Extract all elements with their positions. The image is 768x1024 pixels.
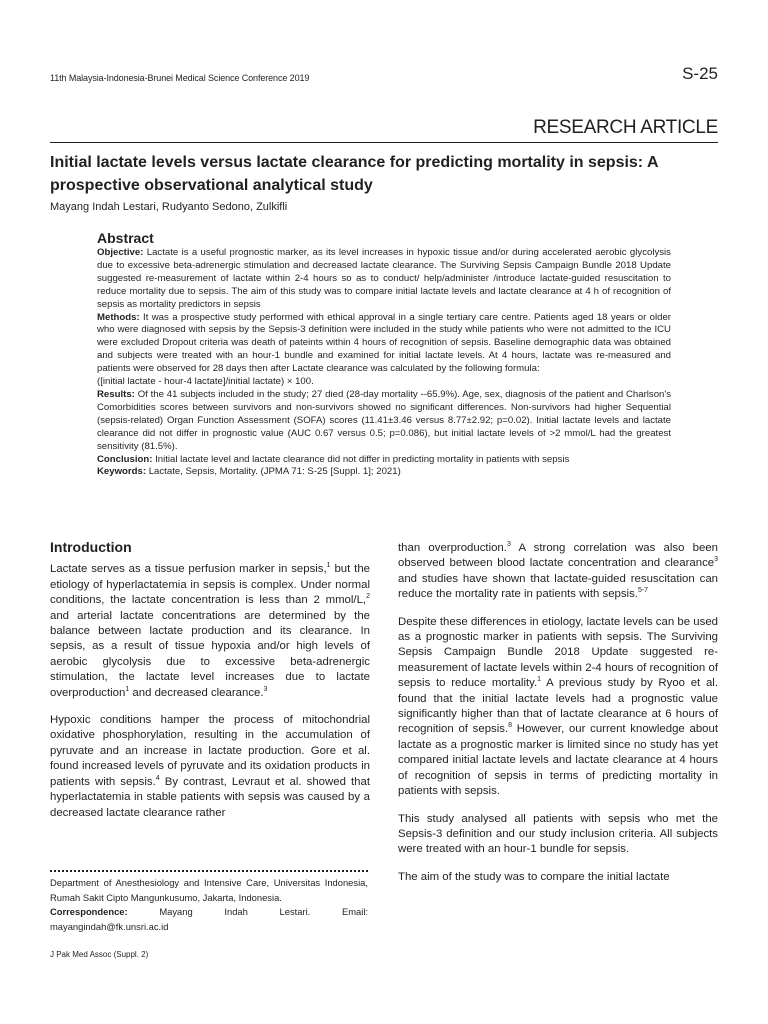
intro-paragraph-4: Despite these differences in etiology, lactate levels can be used as a prognostic marker in patients with sepsis. The Surviving Sepsis Campaign Bundle 2018 Update suggested re-measurement of lactate levels within 2-4 hours of recognition of sepsis to reduce mortality.$^1$ A previous study by Ryoo et al. found that the initial lactate levels had a prognostic value significantly higher than that of lactate clearance at 6 hours of recognition of sepsis.$^8$ However, our current knowledge about lactate as a prognostic marker is limited since no study has yet compared initial lactate levels and lactate clearance at 4 hours of recognition of sepsis in terms of predicting mortality in patients with sepsis. <box>398 615 718 798</box>
journal-footer: J Pak Med Assoc (Suppl. 2) <box>50 950 149 959</box>
right-column <box>398 541 718 897</box>
abstract-results <box>97 389 671 454</box>
results-label: Results: <box>97 388 135 400</box>
correspondence-text: Mayang Indah Lestari. Email: mayangindah@fk.unsri.ac.id <box>50 906 369 932</box>
abstract <box>97 230 671 479</box>
correspondence-label: Correspondence: <box>50 906 128 917</box>
intro-paragraph-1: Lactate serves as a tissue perfusion marker in sepsis,$^1$ but the etiology of hyperlactatemia in sepsis is complex. Under normal conditions, the lactate concentration is less than 2 mmol/L,$^2$ and arterial lactate concentrations are determined by the balance between lactate production and its clearance. In sepsis, as a result of tissue hypoxia and/or high levels of aerobic glycolysis due to excessive beta-adrenergic stimulation, the lactate level increases due to lactate overproduction$^1$ and decreased clearance.$^3$ <box>50 562 371 699</box>
intro-paragraph-2: Hypoxic conditions hamper the process of mitochondrial oxidative phosphorylation, resulting in the accumulation of pyruvate and an increase in lactate production. Gore et al. found increased levels of pyruvate and its oxidation products in patients with sepsis.$^4$ By contrast, Levraut et al. showed that hyperlactatemia in stable patients with sepsis was caused by a decreased lactate clearance rather <box>50 714 370 819</box>
conclusion-text: Initial lactate level and lactate clearance did not differ in predicting mortality in patients with sepsis <box>155 453 570 465</box>
intro-paragraph-5: This study analysed all patients with sepsis who met the Sepsis-3 definition and our study inclusion criteria. All subjects were treated with an hour-1 bundle for sepsis. <box>398 812 718 856</box>
section-label: RESEARCH ARTICLE <box>533 117 718 138</box>
introduction-heading: Introduction <box>50 539 132 555</box>
abstract-formula: ([initial lactate - hour-4 lactate]/initial lactate) × 100. <box>97 376 314 388</box>
article-title: Initial lactate levels versus lactate clearance for predicting mortality in sepsis: A prospective observational analytical study <box>50 154 658 194</box>
abstract-heading: Abstract <box>97 230 154 246</box>
keywords-label: Keywords: <box>97 466 147 478</box>
left-column <box>50 540 370 833</box>
intro-paragraph-6: The aim of the study was to compare the initial lactate <box>398 870 670 883</box>
abstract-keywords <box>97 466 671 479</box>
abstract-methods <box>97 312 671 377</box>
intro-paragraph-3: than overproduction.$^3$ A strong correlation was also been observed between blood lactate concentration and clearance$^3$ and studies have shown that lactate-guided resuscitation can reduce the mortality rate in patients with sepsis.$^{5-7}$ <box>398 541 718 601</box>
conference-name: 11th Malaysia-Indonesia-Brunei Medical Science Conference 2019 <box>50 73 310 83</box>
objective-label: Objective: <box>97 247 144 258</box>
correspondence <box>50 905 368 934</box>
footnote-divider <box>50 870 368 872</box>
results-text: Of the 41 subjects included in the study; 27 died (28-day mortality --65.9%). Age, sex, diagnosis of the patient and Charlson's Comorbidities scores between survivors and non-survivors showed no significant differences. Non-survivors had higher Sequential (sepsis-related) Organ Function Assessment (SOFA) scores (11.41±3.46 versus 8.77±2.92; p=0.02). Initial lactate levels and lactate clearance did not differ in prognostic value (AUC 0.67 versus 0.5; p=0.086), but initial lactate levels of >2 mmol/L had the greatest sensitivity (81.5%). <box>97 388 671 452</box>
page-number: S-25 <box>682 64 718 83</box>
keywords-text: Lactate, Sepsis, Mortality. (JPMA 71: S-25 [Suppl. 1]; 2021) <box>148 466 401 478</box>
objective-text: Lactate is a useful prognostic marker, as its level increases in hypoxic tissue and/or during accelerated aerobic glycolysis due to excessive beta-adrenergic stimulation and decreased lactate clearance. The Surviving Sepsis Campaign Bundle 2018 Update suggested re-measurement of lactate within 2-4 hours so as to conduct/ help/administer /introduce lactate-guided resuscitation to reduce mortality due to sepsis. The aim of this study was to compare initial lactate levels and lactate clearance at 4 h of recognition of sepsis as mortality predictors in sepsis <box>97 247 671 310</box>
department: Department of Anesthesiology and Intensive Care, Universitas Indonesia, Rumah Sakit Cipto Mangunkusumo, Jakarta, Indonesia. <box>50 877 368 903</box>
abstract-objective <box>97 247 671 312</box>
affiliation-footnote <box>50 876 368 934</box>
abstract-conclusion <box>97 454 671 467</box>
authors: Mayang Indah Lestari, Rudyanto Sedono, Zulkifli <box>50 201 288 213</box>
methods-label: Methods: <box>97 311 140 323</box>
conclusion-label: Conclusion: <box>97 453 153 465</box>
header-rule <box>50 142 718 143</box>
methods-text: It was a prospective study performed with ethical approval in a single tertiary care centre. Patients aged 18 years or older who were diagnosed with sepsis by the Sepsis-3 definition were included in the study while patients who were not admitted to the ICU were excluded Dropout criteria was death of pateints within 4 hours of recognition of sepsis. Baseline demographic data was obtained and subjects were treated with an hour-1 bundle and examined for initial lactate levels. At 4 hours, lactate was re-measured and patients were observed for 28 days then after Lactate clearance was calculated by the following formula: <box>97 311 671 375</box>
